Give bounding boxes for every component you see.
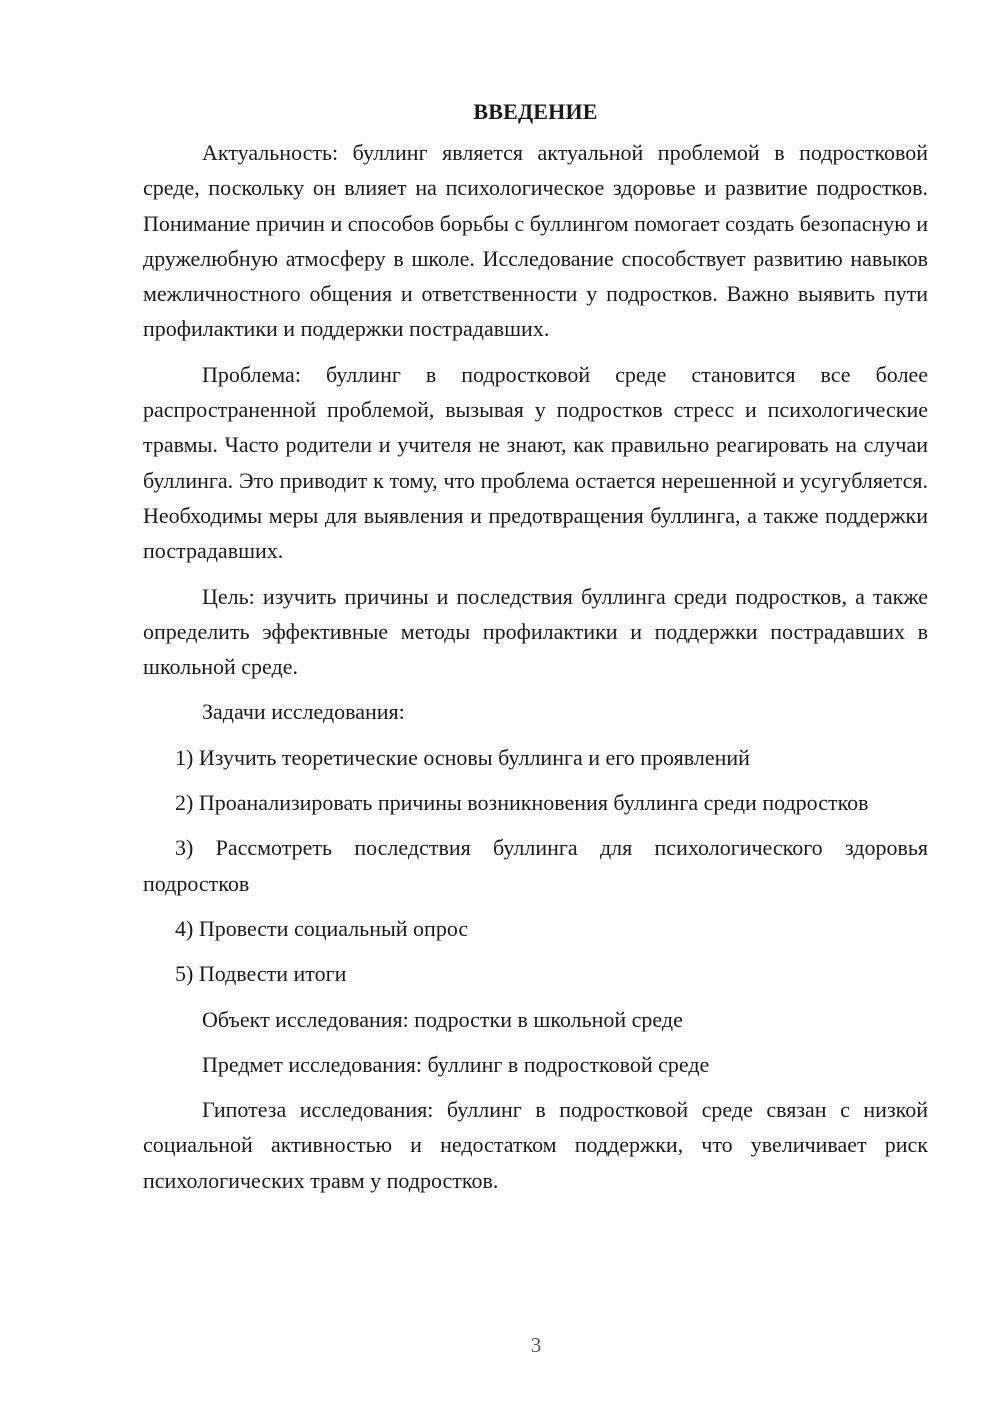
task-item-3: 3) Рассмотреть последствия буллинга для психологического здоровья подростков [143, 835, 928, 896]
hypothesis-paragraph: Гипотеза исследования: буллинг в подростковой среде связан с низкой социальной активностью и недостатком поддержки, что увеличивает риск психологических травм у подростков. [143, 1097, 928, 1193]
tasks-heading: Задачи исследования: [202, 699, 405, 725]
page-number: 3 [530, 1333, 542, 1357]
relevance-paragraph: Актуальность: буллинг является актуальной проблемой в подростковой среде, поскольку он влияет на психологическое здоровье и развитие подростков. Понимание причин и способов борьбы с буллингом помогает создать безопасную и дружелюбную атмосферу в школе. Исследование способствует развитию навыков межличностного общения и ответственности у подростков. Важно выявить пути профилактики и поддержки пострадавших. [143, 140, 928, 342]
task-item-1: 1) Изучить теоретические основы буллинга и его проявлений [175, 744, 750, 770]
subject-paragraph: Предмет исследования: буллинг в подростковой среде [202, 1051, 710, 1077]
task-item-5: 5) Подвести итоги [175, 961, 347, 987]
goal-paragraph: Цель: изучить причины и последствия буллинга среди подростков, а также определить эффективные методы профилактики и поддержки пострадавших в школьной среде. [143, 583, 928, 680]
object-paragraph: Объект исследования: подростки в школьной среде [202, 1006, 683, 1032]
problem-paragraph: Проблема: буллинг в подростковой среде становится все более распространенной проблемой, вызывая у подростков стресс и психологические травмы. Часто родители и учителя не знают, как правильно реагировать на случаи буллинга. Это приводит к тому, что проблема остается нерешенной и усугубляется. Необходимы меры для выявления и предотвращения буллинга, а также поддержки пострадавших. [143, 361, 928, 564]
task-item-2: 2) Проанализировать причины возникновения буллинга среди подростков [175, 790, 869, 816]
page-title: ВВЕДЕНИЕ [473, 99, 598, 124]
task-item-4: 4) Провести социальный опрос [175, 915, 469, 941]
document-page [143, 94, 928, 1208]
